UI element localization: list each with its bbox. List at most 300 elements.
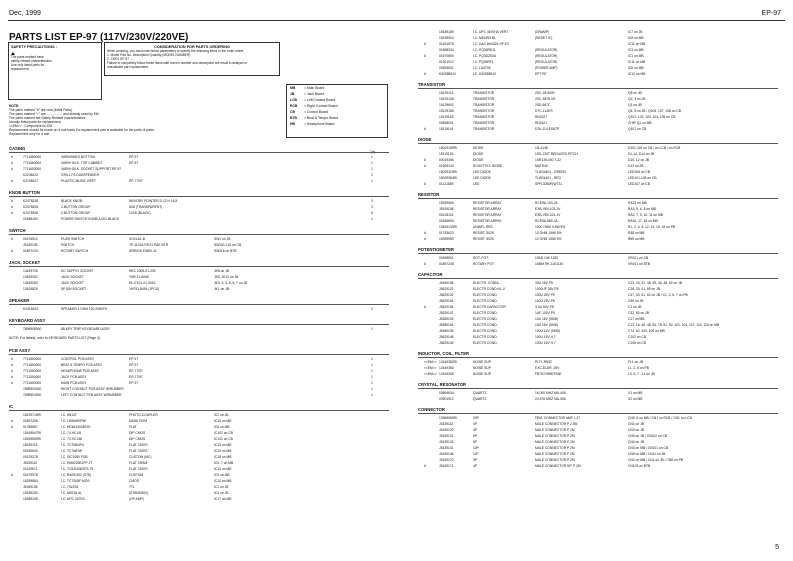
part-number: 01901012 [439,60,454,64]
part-description: 5P [473,440,478,444]
part-number: 01897245 [439,262,454,266]
part-number: 15029320RI [439,170,457,174]
part-mark: <<EM>> [424,372,437,376]
part-row [418,341,778,347]
part-spec: 100U 25V P5 [535,299,555,303]
part-number: 13369080RI [439,416,457,420]
ordering-line: 2. J3001 EP-97 ... [107,57,133,61]
part-location: D1-14, D14 on JB [628,152,655,156]
part-qty: 1 [371,327,373,331]
section-title: DIODE [418,137,432,142]
part-number: J5369105 [439,329,454,333]
part-mark: # [11,167,13,171]
part-location: R38 on MB [628,231,645,235]
part-number: J3439141 [439,446,454,450]
part-description: LED [473,182,480,186]
part-mark: # [11,419,13,423]
part-spec: RN2421 [535,121,548,125]
part-mark: # [424,262,426,266]
part-spec: TP-1101A F/E/O-PAE 05 R [129,243,169,247]
part-mark: # [424,127,426,131]
part-description: ELECTR.COND. [473,329,498,333]
part-row [9,497,389,503]
part-number: 7711550000 [23,369,42,373]
legend-code: HB [290,122,295,126]
part-number: 01129672 [23,467,38,471]
part-description: UNINFL RES. [473,225,494,229]
part-description: JACK SOCKET [61,275,84,279]
part-number: K2478308 [23,211,39,215]
part-location: IC17 on MB [214,497,232,501]
part-number: 15119141 [439,127,454,131]
part-description: ELECTR.COND.NL-V [473,287,506,291]
part-description: RESIST. 5025 [473,231,494,235]
part-location: SW116 on BTB [214,249,237,253]
part-description: TRANSISTOR [473,115,495,119]
part-number: K2418103 [23,307,39,311]
part-description: I.C. ISC1080 FOB [61,455,88,459]
notes-block [9,104,279,136]
part-description: RESISTOR ARRAY [473,201,502,205]
part-number: 00019356 [439,158,454,162]
part-number: 15029384RI [439,176,457,180]
part-description: I.C. PQ05RF1 [473,60,494,64]
part-spec: (STANDING) [129,491,148,495]
note-line: Usually listed parts for replacement. [9,120,62,124]
part-description: DC SUPPLY SOCKET [61,269,94,273]
part-number: 15249115 [23,443,38,447]
part-number: 13429825 [23,287,38,291]
part-location: RA2, 7, 9, 10, 11 on MB [628,213,663,217]
part-number: 00128101 [439,213,454,217]
part-location: C47, 53, 61, 62 on JB / C1, 2, 6, 7 on PB [628,293,688,297]
part-number: 15129136 [439,97,454,101]
part-description: ROT. POT. [473,256,489,260]
part-location: JK8 on JB [214,269,230,273]
section-title: KNOB BUTTON [9,190,40,195]
part-number: 00129278 [23,455,38,459]
section-rule [9,234,389,235]
part-description: TRANSISTOR [473,97,495,101]
part-description: JACK SOCKET [61,281,84,285]
note-line: The parts marked "#" are new (Initial Parts). [9,108,73,112]
legend-desc: = Main Board [304,86,325,90]
part-spec: DTA-114 ESATP [535,127,560,131]
part-location: C32, 50 on JB [628,311,649,315]
part-spec: RCE9A-680-JA [535,219,558,223]
part-description: 10P [473,446,479,450]
header-model: EP-97 [761,10,781,17]
part-number: 01786667 [23,425,38,429]
part-location: IC16 on MB [214,419,232,423]
part-mark: # [424,305,426,309]
part-number: 15019159RI [439,146,457,150]
part-number: 12449380 [439,366,454,370]
part-location: SW1 on JB [214,237,231,241]
note-line: The parts marked "+" are ................. and already used by EM. [9,112,100,116]
part-description: RIGHT CONTACT PCB ASSY W/RUBBER [61,387,124,391]
part-description: TRANSISTOR [473,103,495,107]
part-number: 00459901 [439,256,454,260]
part-location: C13, 16, 45, 48, 54, 78, 81, 92, 101, 104, 107, 110, 115 on MB [628,323,720,327]
part-description: I.C. TC7S08F MOS [61,479,90,483]
part-description: VARNISHED BOTTOM [61,155,95,159]
part-spec: TLHG4401 - GREEN [535,170,566,174]
part-description: 2-BUTTON GROUP [61,211,91,215]
note-line: The parts marked are Safety-Related characteristics. [9,116,87,120]
part-description: 4P [473,422,478,426]
part-spec: 1SS-133T REDUCED PITCH [535,152,578,156]
section-title: KEYBOARD ASSY [9,318,46,323]
part-description: SWITCH [61,243,75,247]
part-location: CHIP Q1 on MB [628,121,652,125]
section-title: JACK, SOCKET [9,260,41,265]
part-number: 7711660000 [23,161,42,165]
part-description: SCHOTTKY DIODE [473,164,503,168]
section-title: CONNECTOR [418,407,445,412]
part-number: K2198107 [23,179,39,183]
part-number: 7711600000 [23,381,42,385]
part-location: C17 on MB [628,317,645,321]
part-location: RA16, 17, 18 on MB [628,219,658,223]
part-spec: 3,3U 50V P5 [535,305,554,309]
part-description: ROTARY SWITCH [61,249,89,253]
part-number: J3629148 [439,335,454,339]
part-location: Q4, 5 on JB / Q105, 107, 108 on CB [628,109,681,113]
part-description: TRANSISTOR [473,121,495,125]
part-number: 13449726 [23,269,38,273]
part-row [9,287,389,293]
part-row [418,464,778,470]
part-location: IC1 on JB [214,485,229,489]
part-spec: EXC-ELDR. 25V [535,366,560,370]
part-location: C102 on CB [628,335,646,339]
part-description: I.C. TC5416302FS-T5 [61,467,94,471]
part-number: 01897256 [23,419,38,423]
page-title: PARTS LIST EP-97 (117V/230V/220VE) [9,32,189,43]
part-row [9,249,389,255]
legend-desc: = Left Contact Board [304,98,336,102]
part-spec: 10KB 14K 1230 [535,256,559,260]
part-description: 5P DIN SOCKET [61,287,87,291]
part-description: RESISTOR ARRAY [473,213,502,217]
section-rule [9,152,389,153]
part-spec: W/IVORY POINTER D.12 H.16,5 [129,199,178,203]
part-number: J3169105 [23,243,38,247]
part-number: J3439125 [439,440,454,444]
part-qty: 5 [371,211,373,215]
part-spec: EP-77/97 [129,179,143,183]
part-qty: 1 [371,393,373,397]
part-location: R1, 2, 4, 5, 12, 13, 15, 16 on PB [628,225,676,229]
part-location: FL1 on JB [628,360,644,364]
part-qty: 2 [371,173,373,177]
legend-code: JB [290,92,295,96]
part-number: 15129692 [439,103,454,107]
part-spec: FB70/7H850TB00 [535,372,562,376]
part-mark: # [11,211,13,215]
part-spec: PHOTO-COUPLER [129,413,158,417]
section-rule [418,278,778,279]
part-location: SW101-115 on CB [214,243,242,247]
part-description: 20P [473,416,479,420]
section-rule [418,388,778,389]
part-location: D10, 12 on JB [628,158,649,162]
part-mark: # [424,231,426,235]
part-number: K2478208 [23,205,39,209]
part-spec: EP-97 [129,363,139,367]
part-number: 15129186 [439,109,454,113]
part-spec: EP-77/97 [129,375,143,379]
part-location: JK3, 3, 4, 5, 6, 7 on JB [214,281,248,285]
part-qty: 1 [371,357,373,361]
part-number: J3439112 [439,422,454,426]
part-row [9,307,389,313]
part-description: ELECTR.COND. [473,299,498,303]
part-spec: (DRAMP) [535,30,550,34]
safety-title: SAFETY PRECAUTIONS : [11,45,57,49]
part-description: QUARTZ [473,397,487,401]
part-number: 00894634 [439,391,454,395]
part-description: BLACK KNOB [61,199,83,203]
part-spec: EXB-V8V-221-JV [535,213,561,217]
part-description: DIODE [473,158,484,162]
part-description: ROTARY POT. [473,262,495,266]
part-location: C1 on JB [628,305,642,309]
part-location: LED101-105 on CB [628,176,657,180]
part-description: TRANSISTOR [473,127,495,131]
part-number: 7711603000 [23,167,42,171]
part-description: BEAT & TEMPO PCB ASSY [61,363,103,367]
legend-desc: = Headphone Board [304,122,335,126]
part-row [9,179,389,185]
part-location: C74, 82, 103, 109 on MB [628,329,665,333]
part-spec: YKF51-5054 (JPCS) [129,287,160,291]
part-mark: # [424,182,426,186]
part-description: DIODE [473,152,484,156]
section-rule [418,88,778,89]
section-title: CASING [9,146,26,151]
part-location: IC11 on MB [628,60,646,64]
part-spec: 100U 25V P5 [535,293,555,297]
part-description: LED DIODE [473,170,491,174]
part-spec: RCE9A-103-JA [535,201,558,205]
part-location: IC14 on MB [214,467,232,471]
safety-line: safety-related characteristics. [11,59,53,63]
part-location: CN2 on MB / CN1 on JB / CN6 on PB [628,458,683,462]
section-rule [9,196,389,197]
part-description: 3P [473,458,478,462]
legend-code: BTB [290,116,297,120]
part-spec: (RESET IC) [535,36,553,40]
part-number: 15199904 [439,36,454,40]
legend-code: MB [290,86,296,90]
board-legend [290,86,338,128]
part-number: J5369104 [439,323,454,327]
part-location: RA3, 5, 6, 8 on MB [628,207,656,211]
part-description: I.C. HM6225ELFP-7T [61,461,93,465]
section-title: INDUCTOR, COIL, FILTER [418,351,470,356]
part-location: VR101 on CB [628,256,649,260]
part-number: J3439121 [439,434,454,438]
part-description: ELECTR.COND. [473,335,498,339]
part-description: NOISE SUP. [473,366,492,370]
part-location: JK5, JK10 on JB [214,275,239,279]
part-location: X1 on MB [628,391,643,395]
part-spec: DIP CMOS [129,437,146,441]
part-number: 00898001 [439,121,454,125]
part-number: 7711669000 [23,155,42,159]
part-spec: 10U 16V (SMD) [535,317,559,321]
section-rule [9,410,389,411]
part-location: IC102 on CB [214,431,233,435]
part-location: IC10 on MB [628,72,646,76]
note-line: Replacement should be made on a unit basis if a replacement part is available for the parts of parts. [9,128,155,132]
part-spec: SCKLA1-B [129,237,145,241]
section-rule [9,304,389,305]
part-spec: EP-97 [129,161,139,165]
part-description: I.C. PQ3DZ53U [473,54,497,58]
part-spec: (POWER AMP) [535,66,558,70]
part-spec: 2SC-3878-VS [535,97,556,101]
part-location: L3, 5, 7 - 11 on JB [628,372,655,376]
part-spec: HLJ7101-01-3010 [129,281,156,285]
part-spec: EP7797 [535,72,547,76]
section-rule [418,198,778,199]
part-description: I.C. M5218 AL [61,491,82,495]
part-number: 15119126 [439,152,454,156]
part-description: I.C. 74 HC138 [61,437,82,441]
part-spec: SRBV15-F0820-11 [129,249,157,253]
section-title: RESISTOR [418,192,440,197]
part-location: IC4 on JB [214,491,229,495]
part-number: 7698904000 [23,393,42,397]
part-qty: 1 [371,375,373,379]
part-location: L1, 2, 6 on PB [628,366,649,370]
part-number: 01121689 [439,182,454,186]
part-location: IC7 on JB [628,30,643,34]
part-location: X2 on MB [628,397,643,401]
part-description: TRANSISTOR [473,109,495,113]
part-spec: 100U 16V (SMD) [535,329,561,333]
part-spec: DIP CMOS [129,431,146,435]
part-location: Q101 on CB [628,127,647,131]
part-qty: 1 [371,155,373,159]
part-number: 7698903000 [23,387,42,391]
part-location: IC6 on MB [214,425,230,429]
part-number: 15169547RI [23,431,41,435]
part-spec: MALE CONNECTOR P 2.5M [535,422,578,426]
part-location: CN4 on JB [628,422,644,426]
part-spec: RN2227 [535,115,548,119]
part-number: 7711500000 [23,375,42,379]
part-spec: TTL [129,485,135,489]
legend-desc: = Beat & Tempo Board [304,116,339,120]
section-rule [418,413,778,414]
part-description: 88-KEY TP8P KEYBOARD ASSY [61,327,111,331]
ordering-line: unavailable part replacement. [107,65,149,69]
safety-line: The parts marked have [11,55,44,59]
part-location: Q101, 102, 103, 104, 105 on CB [628,115,676,119]
part-number: 15259884 [23,479,38,483]
part-spec: 33U 16V P5 [535,281,553,285]
ordering-title: CONSIDERATION FOR PARTS ORDERING [154,45,230,49]
part-mark: # [424,54,426,58]
part-location: C23, 24, 31, 38, 39, 46, 48, 52 on JB [628,281,682,285]
part-number: 15169550RI [23,437,41,441]
part-number: 13449283 [23,281,38,285]
section-rule [418,253,778,254]
part-mark: # [424,464,426,468]
part-description: 11P [473,452,479,456]
part-spec: 10 OHM 1/6W 5% [535,231,562,235]
part-spec: CUSTOM [129,473,144,477]
part-description: SPEAKER 4 OHM 120,20W/FX [61,307,108,311]
part-description: CONTROL PCB ASSY [61,357,95,361]
legend-desc: = Control Board [304,110,328,114]
part-spec: 24,576 MHZ MA-406 [535,397,566,401]
section-title: CRYSTAL, RESONATOR [418,382,467,387]
part-qty: 1 [371,161,373,165]
part-description: I.C. LA4705 [473,66,491,70]
part-number: 01898334 [439,48,454,52]
part-location: CN5 on JB / CN102 on CB [628,434,668,438]
part-number: 01897234 [23,249,38,253]
part-description: ELECTR.COND. [473,311,498,315]
part-description: I.C. 74LS04 [61,485,79,489]
part-number: 01679978 [23,473,38,477]
part-row [418,127,778,133]
section-title: SWITCH [9,228,26,233]
safety-line: Use only listed parts for [11,63,45,67]
part-spec: FEM. CONNECTOR AMP 1.27 [535,416,581,420]
part-location: IC8 on MB [628,36,644,40]
part-row [418,372,778,378]
part-description: HEADPHONE PCB ASSY [61,369,100,373]
part-spec: 1000 OHM 0.6W 5% [535,225,566,229]
part-number: 15189189 [439,30,454,34]
part-spec: FLAT CMOS [129,449,148,453]
part-mark: # [424,72,426,76]
part-spec: MALE CONNECTOR P 2M [535,458,575,462]
part-qty: 1 [371,363,373,367]
part-description: ELECTR.COND. [473,323,498,327]
part-number: J5259110 [23,461,38,465]
part-spec: DTC-114ES [535,109,553,113]
part-location: IC3 on MB [628,48,644,52]
part-location: Q8 on JB [628,91,642,95]
part-location: IC1 on MB [628,54,644,58]
part-location: LED106 on CB [628,170,650,174]
part-mark: # [11,237,13,241]
part-number: 01783623 [439,231,454,235]
section-title: CAPACITOR [418,272,443,277]
part-description: VARN+SILK. TOP CABINET [61,161,103,165]
part-spec: 1N-4148 [535,146,548,150]
part-row [418,237,778,243]
part-spec: 10 OHM 1/6W 5% [535,237,562,241]
part-qty: 1 [371,217,373,221]
section-title: PCB ASSY [9,348,31,353]
part-description: VARN+SILK. SOCKET SUPPORT EP-97 [61,167,122,171]
part-location: C108 on CB [628,341,646,345]
part-spec: FLAT CMOS [129,443,148,447]
part-mark: # [424,237,426,241]
part-location: IC13 on MB [214,443,232,447]
part-spec: 100U 16V H,7 [535,341,556,345]
part-description: I.C. K52585910 [473,72,496,76]
part-mark: # [11,205,13,209]
